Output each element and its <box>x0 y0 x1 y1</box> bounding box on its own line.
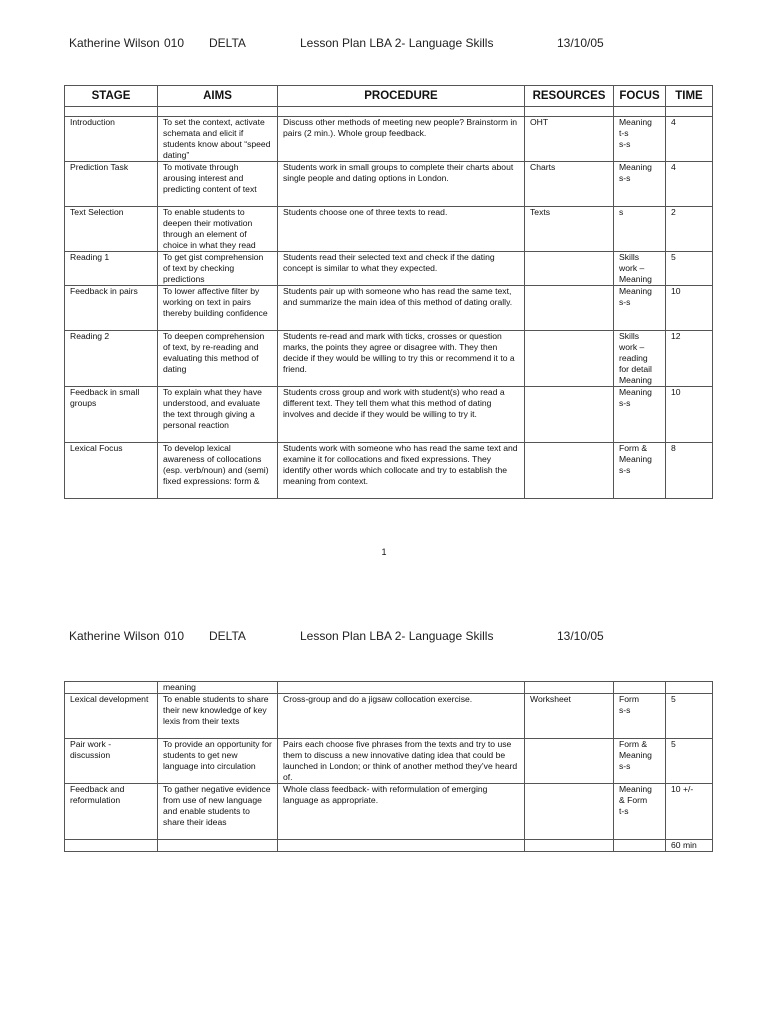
cell-procedure: Cross-group and do a jigsaw collocation exercise. <box>278 694 525 739</box>
table-row <box>65 162 713 207</box>
cell-time: 8 <box>666 443 713 499</box>
cell-focus: Skills work – Meaning <box>614 252 666 286</box>
col-header-resources: RESOURCES <box>525 86 614 107</box>
cell-focus: Form & Meaning s-s <box>614 739 666 784</box>
lesson-title: Lesson Plan LBA 2- Language Skills <box>300 36 494 50</box>
cell-aims: To motivate through arousing interest and predicting content of text <box>158 162 278 207</box>
spacer-cell <box>614 107 666 117</box>
cell-focus: s <box>614 207 666 252</box>
cell-focus <box>614 840 666 852</box>
col-header-procedure: PROCEDURE <box>278 86 525 107</box>
cell-focus: Form s-s <box>614 694 666 739</box>
cell-resources <box>525 387 614 443</box>
cell-aims: To provide an opportunity for students to get new language into circulation <box>158 739 278 784</box>
cell-procedure <box>278 840 525 852</box>
cell-aims: To gather negative evidence from use of new language and enable students to share their ideas <box>158 784 278 840</box>
cell-resources <box>525 252 614 286</box>
cell-time: 4 <box>666 117 713 162</box>
table-row <box>65 739 713 784</box>
cell-aims: To explain what they have understood, and evaluate the text through giving a personal reaction <box>158 387 278 443</box>
spacer-cell <box>666 107 713 117</box>
table-row <box>65 117 713 162</box>
table-spacer-row <box>65 107 713 117</box>
cell-aims: To get gist comprehension of text by checking predictions <box>158 252 278 286</box>
cell-time: 2 <box>666 207 713 252</box>
author-code: 010 <box>164 629 185 643</box>
cell-procedure: Students read their selected text and check if the dating concept is similar to what they expected. <box>278 252 525 286</box>
cell-focus: Meaning s-s <box>614 387 666 443</box>
cell-stage: Lexical Focus <box>65 443 158 499</box>
table-row <box>65 840 713 852</box>
table-header-row <box>65 86 713 107</box>
page-number: 1 <box>381 547 387 557</box>
col-header-focus: FOCUS <box>614 86 666 107</box>
spacer-cell <box>158 107 278 117</box>
cell-stage <box>65 682 158 694</box>
lesson-title: Lesson Plan LBA 2- Language Skills <box>300 629 494 643</box>
course-name: DELTA <box>209 629 246 643</box>
cell-procedure: Students work with someone who has read the same text and examine it for collocations and fixed expressions. They identify other words which collocate and try to establish the meaning from context. <box>278 443 525 499</box>
col-header-stage: STAGE <box>65 86 158 107</box>
cell-procedure: Students pair up with someone who has read the same text, and summarize the main idea of this method of dating orally. <box>278 286 525 331</box>
cell-procedure: Students work in small groups to complete their charts about single people and dating options in London. <box>278 162 525 207</box>
cell-time: 10 +/- <box>666 784 713 840</box>
cell-focus: Skills work – reading for detail Meaning <box>614 331 666 387</box>
lesson-plan-table-page2 <box>64 681 713 852</box>
cell-procedure: Discuss other methods of meeting new people? Brainstorm in pairs (2 min.). Whole group feedback. <box>278 117 525 162</box>
cell-focus: Meaning t-s s-s <box>614 117 666 162</box>
table-row <box>65 286 713 331</box>
table-row <box>65 784 713 840</box>
cell-focus <box>614 682 666 694</box>
cell-stage: Reading 1 <box>65 252 158 286</box>
lesson-date: 13/10/05 <box>557 36 604 50</box>
cell-time: 4 <box>666 162 713 207</box>
cell-procedure <box>278 682 525 694</box>
author-name: Katherine Wilson <box>69 629 160 643</box>
cell-time: 10 <box>666 286 713 331</box>
lesson-date: 13/10/05 <box>557 629 604 643</box>
cell-resources <box>525 331 614 387</box>
table-row <box>65 252 713 286</box>
page2-header <box>0 629 768 647</box>
cell-stage: Introduction <box>65 117 158 162</box>
cell-procedure: Pairs each choose five phrases from the texts and try to use them to discuss a new innovative dating idea that could be launched in London; or think of another method they’ve heard of. <box>278 739 525 784</box>
page1-header <box>0 36 768 54</box>
cell-focus: Meaning s-s <box>614 286 666 331</box>
course-name: DELTA <box>209 36 246 50</box>
cell-aims: To lower affective filter by working on text in pairs thereby building confidence <box>158 286 278 331</box>
cell-stage: Feedback and reformulation <box>65 784 158 840</box>
spacer-cell <box>65 107 158 117</box>
cell-stage: Feedback in small groups <box>65 387 158 443</box>
cell-resources <box>525 739 614 784</box>
cell-stage: Prediction Task <box>65 162 158 207</box>
table-row <box>65 694 713 739</box>
cell-focus: Meaning s-s <box>614 162 666 207</box>
cell-aims: To set the context, activate schemata and elicit if students know about “speed dating” <box>158 117 278 162</box>
cell-time: 5 <box>666 252 713 286</box>
cell-stage: Text Selection <box>65 207 158 252</box>
cell-procedure: Students re-read and mark with ticks, crosses or question marks, the points they agree or disagree with. They then decide if they would be willing to try this or recommend it to a friend. <box>278 331 525 387</box>
cell-stage: Pair work - discussion <box>65 739 158 784</box>
cell-aims: To deepen comprehension of text, by re-reading and evaluating this method of dating <box>158 331 278 387</box>
author-code: 010 <box>164 36 185 50</box>
cell-aims: meaning <box>158 682 278 694</box>
table-row <box>65 387 713 443</box>
cell-procedure: Students cross group and work with student(s) who read a different text. They tell them what this method of dating involves and decide if they would be willing to try it. <box>278 387 525 443</box>
cell-time: 60 min <box>666 840 713 852</box>
cell-stage: Lexical development <box>65 694 158 739</box>
col-header-aims: AIMS <box>158 86 278 107</box>
cell-aims: To enable students to deepen their motivation through an element of choice in what they read <box>158 207 278 252</box>
lesson-plan-table-page1 <box>64 85 713 499</box>
cell-resources <box>525 443 614 499</box>
cell-aims <box>158 840 278 852</box>
table-row <box>65 443 713 499</box>
spacer-cell <box>525 107 614 117</box>
cell-procedure: Students choose one of three texts to read. <box>278 207 525 252</box>
cell-stage <box>65 840 158 852</box>
author-name: Katherine Wilson <box>69 36 160 50</box>
cell-time: 12 <box>666 331 713 387</box>
cell-resources: Worksheet <box>525 694 614 739</box>
cell-resources: OHT <box>525 117 614 162</box>
cell-aims: To enable students to share their new knowledge of key lexis from their texts <box>158 694 278 739</box>
col-header-time: TIME <box>666 86 713 107</box>
table-row <box>65 207 713 252</box>
cell-focus: Meaning & Form t-s <box>614 784 666 840</box>
cell-aims: To develop lexical awareness of collocations (esp. verb/noun) and (semi) fixed expressions: form & <box>158 443 278 499</box>
cell-resources <box>525 784 614 840</box>
cell-focus: Form & Meaning s-s <box>614 443 666 499</box>
cell-resources: Charts <box>525 162 614 207</box>
cell-time <box>666 682 713 694</box>
spacer-cell <box>278 107 525 117</box>
cell-resources <box>525 286 614 331</box>
table-row <box>65 331 713 387</box>
table-row <box>65 682 713 694</box>
cell-time: 5 <box>666 694 713 739</box>
cell-procedure: Whole class feedback- with reformulation of emerging language as appropriate. <box>278 784 525 840</box>
cell-resources <box>525 840 614 852</box>
cell-stage: Feedback in pairs <box>65 286 158 331</box>
cell-resources: Texts <box>525 207 614 252</box>
cell-resources <box>525 682 614 694</box>
cell-time: 5 <box>666 739 713 784</box>
cell-time: 10 <box>666 387 713 443</box>
cell-stage: Reading 2 <box>65 331 158 387</box>
